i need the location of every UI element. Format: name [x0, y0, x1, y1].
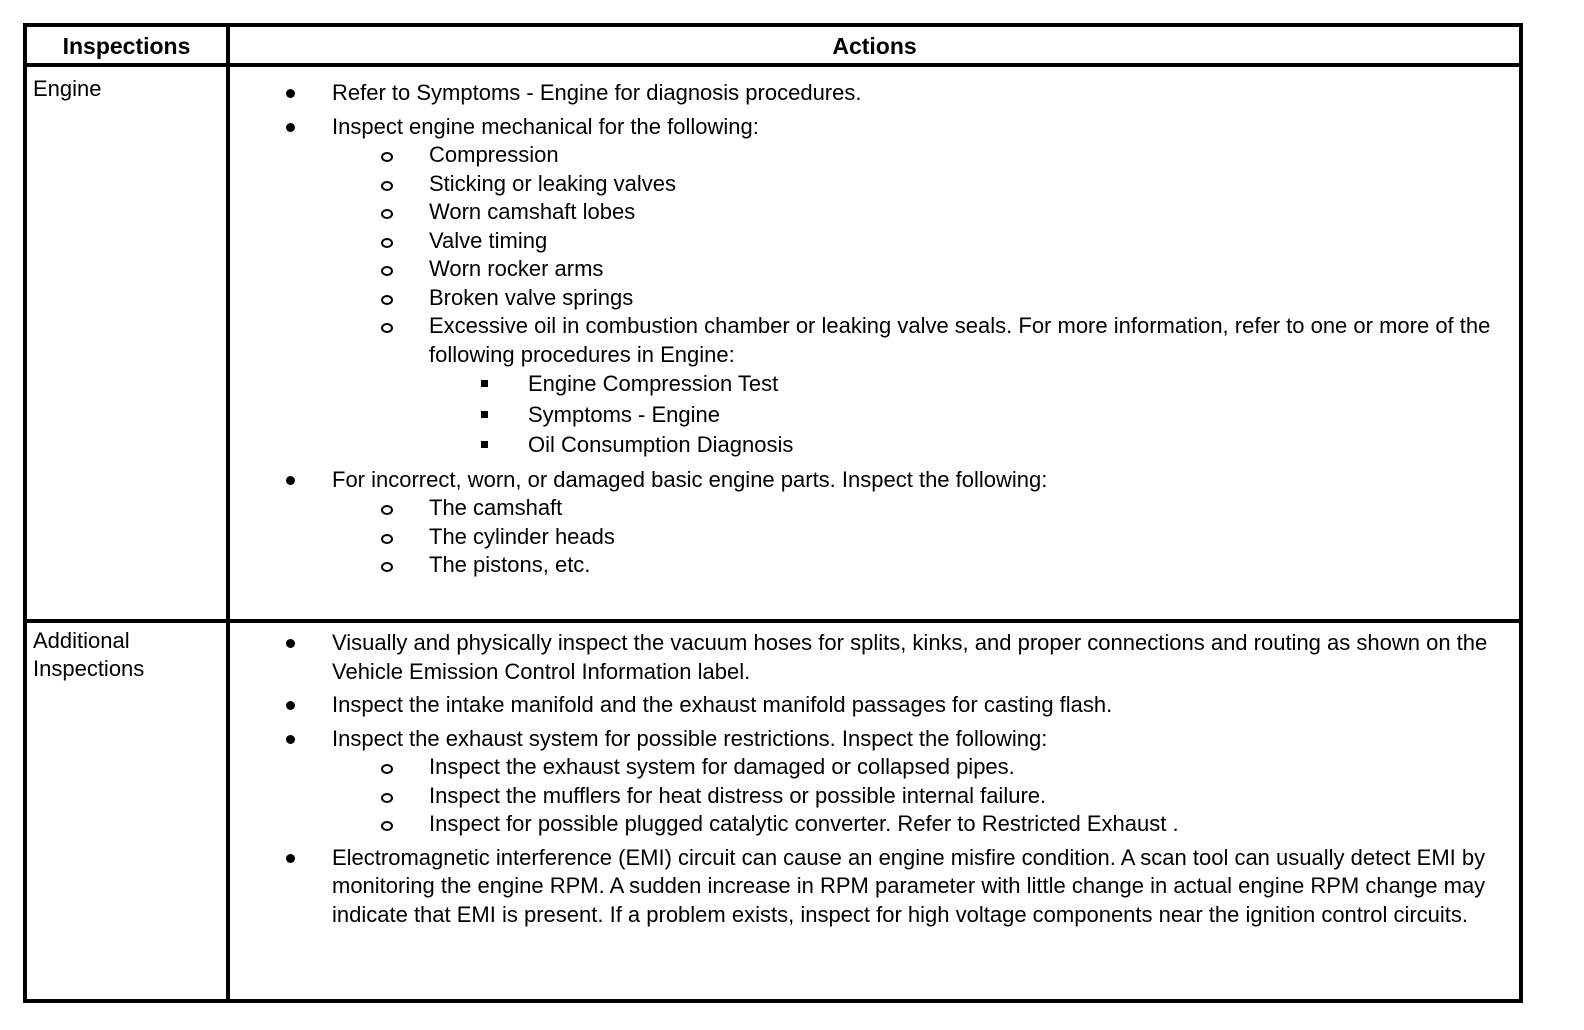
sub-list-item	[330, 198, 1509, 227]
procedure-item	[429, 400, 1509, 431]
sub-list	[330, 753, 1509, 839]
table-header	[27, 27, 1519, 67]
list-item	[230, 725, 1509, 839]
list-item-text: For incorrect, worn, or damaged basic engine parts. Inspect the following:	[332, 466, 1048, 492]
sub-list-item	[330, 810, 1509, 839]
list-item	[230, 113, 1509, 461]
sub-list-item	[330, 284, 1509, 313]
sub-list-item	[330, 141, 1509, 170]
list-item	[230, 629, 1509, 686]
sub-list-item-text: Broken valve springs	[429, 284, 634, 310]
row-label-line: Inspections	[33, 656, 145, 681]
list-item	[230, 691, 1509, 720]
row-separator	[27, 619, 1519, 623]
list-item-text: Refer to Symptoms - Engine for diagnosis procedures.	[332, 80, 862, 105]
list-item-text: Inspect the exhaust system for possible restrictions. Inspect the following:	[332, 725, 1048, 751]
actions-engine	[230, 79, 1509, 585]
sub-list-item-text: The pistons, etc.	[429, 552, 591, 577]
sub-list	[330, 141, 1509, 461]
sub-list-item	[330, 170, 1509, 199]
procedure-list	[429, 369, 1509, 461]
sub-list-item-text: Worn camshaft lobes	[429, 199, 636, 224]
sub-list-item-text: Compression	[429, 142, 559, 167]
sub-list-item-text: Sticking or leaking valves	[429, 170, 677, 196]
sub-list-item-text: Excessive oil in combustion chamber or leaking valve seals. For more information, refer to one or more of the following procedures in Engine:	[429, 313, 1491, 367]
list-item	[230, 79, 1509, 108]
sub-list-item-text: Inspect the mufflers for heat distress or possible internal failure.	[429, 782, 1047, 808]
action-list	[230, 79, 1509, 580]
action-list	[230, 629, 1509, 929]
sub-list-item	[330, 255, 1509, 284]
list-item-text: Inspect engine mechanical for the following:	[332, 113, 759, 139]
list-item	[230, 844, 1509, 930]
list-item-text: Inspect the intake manifold and the exhaust manifold passages for casting flash.	[332, 692, 1113, 717]
procedure-item-text: Oil Consumption Diagnosis	[528, 432, 794, 457]
sub-list-item	[330, 753, 1509, 782]
procedure-item	[429, 430, 1509, 461]
sub-list-item	[330, 312, 1509, 461]
sub-list	[330, 494, 1509, 580]
inspection-table	[23, 23, 1523, 1003]
header-actions: Actions	[832, 33, 917, 59]
sub-list-item-text: Inspect for possible plugged catalytic converter. Refer to Restricted Exhaust .	[429, 811, 1179, 836]
sub-list-item-text: Worn rocker arms	[429, 256, 604, 281]
row-label-engine: Engine	[33, 76, 102, 101]
header-inspections: Inspections	[62, 33, 191, 59]
list-item	[230, 466, 1509, 580]
list-item-text: Visually and physically inspect the vacuum hoses for splits, kinks, and proper connections and routing as shown on the Vehicle Emission Control Information label.	[332, 630, 1488, 684]
procedure-item-text: Symptoms - Engine	[528, 401, 720, 427]
sub-list-item	[330, 523, 1509, 552]
sub-list-item	[330, 782, 1509, 811]
sub-list-item	[330, 551, 1509, 580]
list-item-text: Electromagnetic interference (EMI) circuit can cause an engine misfire condition. A scan tool can usually detect EMI by monitoring the engine RPM. A sudden increase in RPM parameter with little change in actual engine RPM change may indicate that EMI is present. If a problem exists, inspect for high voltage components near the ignition control circuits.	[332, 844, 1486, 927]
actions-additional-inspections	[230, 629, 1509, 934]
row-label-line: Additional	[33, 628, 130, 653]
sub-list-item	[330, 227, 1509, 256]
sub-list-item-text: Inspect the exhaust system for damaged or collapsed pipes.	[429, 754, 1015, 779]
sub-list-item-text: The camshaft	[429, 495, 563, 520]
procedure-item	[429, 369, 1509, 400]
sub-list-item-text: The cylinder heads	[429, 523, 615, 549]
procedure-item-text: Engine Compression Test	[528, 371, 779, 396]
sub-list-item-text: Valve timing	[429, 227, 548, 253]
sub-list-item	[330, 494, 1509, 523]
row-label-additional-inspections	[33, 627, 223, 683]
